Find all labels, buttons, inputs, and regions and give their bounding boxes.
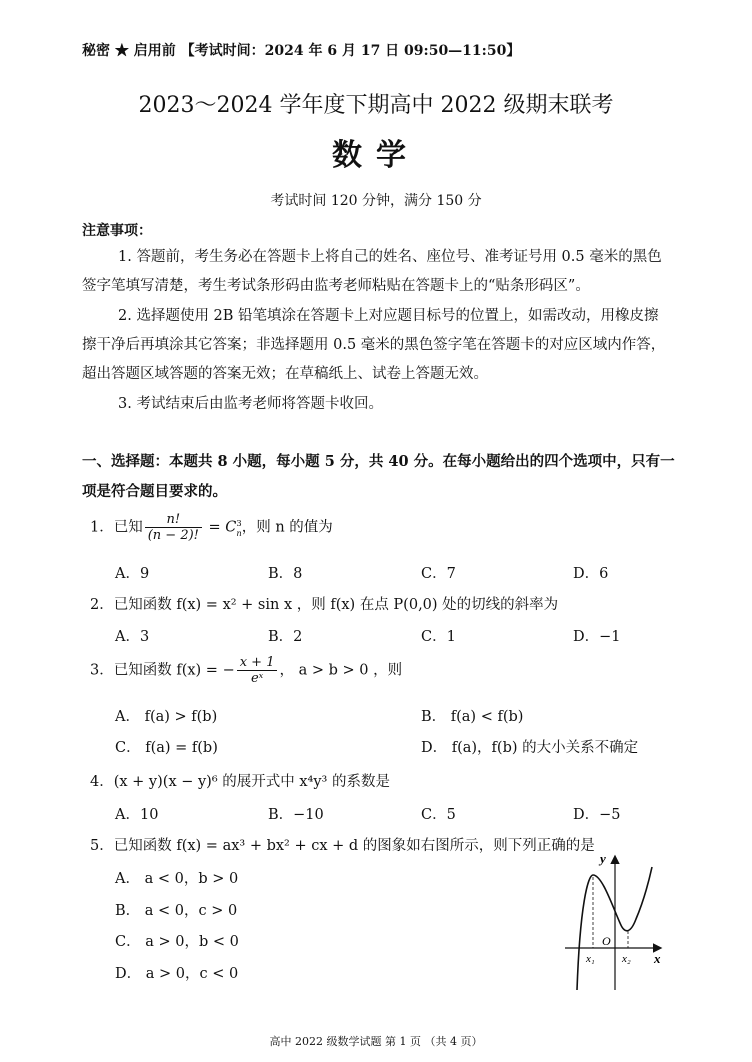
q2-option-c: C．1	[421, 629, 456, 645]
question-text: 已知	[113, 519, 143, 536]
equation-part: = C	[203, 519, 237, 536]
notice-heading: 注意事项：	[82, 223, 152, 239]
question-text: 已知函数 f(x) = −	[113, 662, 235, 679]
origin-label: O	[602, 934, 611, 948]
question-text: 已知函数 f(x) = x² + sin x ，则 f(x) 在点 P(0,0) 处的切线的斜率为	[113, 597, 559, 613]
exam-title: 2023～2024 学年度下期高中 2022 级期末联考	[138, 93, 614, 118]
q3-option-a: A． f(a) > f(b)	[115, 709, 218, 725]
question-text-tail: ，则 n 的值为	[241, 519, 333, 536]
question-1	[90, 512, 333, 543]
q5-option-c: C． a > 0，b < 0	[115, 934, 239, 950]
superscript: 3	[236, 517, 242, 528]
question-5	[90, 834, 595, 855]
fraction-denominator: (n − 2)!	[147, 528, 199, 543]
q3-option-c: C． f(a) = f(b)	[115, 740, 218, 756]
question-number: 4．	[90, 774, 114, 790]
x1-label: x₁	[586, 953, 595, 965]
section-1-heading: 一、选择题：本题共 8 小题，每小题 5 分，共 40 分。在每小题给出的四个选项中，只有一项是符合题目要求的。	[82, 453, 675, 500]
q1-option-b: B．8	[268, 566, 303, 582]
fraction	[237, 655, 278, 686]
subject-title: 数学	[332, 138, 420, 173]
y-axis-label: y	[600, 851, 606, 866]
q1-option-d: D．6	[573, 566, 609, 582]
exam-secret-header: 秘密 ★ 启用前 【考试时间：2024 年 6 月 17 日 09:50—11:50】	[82, 43, 521, 59]
fraction	[145, 512, 202, 543]
x-axis-label: x	[654, 951, 661, 966]
fraction-numerator: n!	[145, 512, 202, 528]
fraction-numerator: x + 1	[237, 655, 278, 671]
question-text: 已知函数 f(x) = ax³ + bx² + cx + d 的图象如右图所示，则下列正确的是	[113, 838, 595, 854]
question-number: 3．	[90, 662, 114, 679]
question-2	[90, 593, 558, 614]
q4-option-d: D．−5	[573, 807, 621, 823]
notice-item-3: 3. 考试结束后由监考老师将答题卡收回。	[118, 396, 383, 412]
q2-option-a: A．3	[115, 629, 150, 645]
q2-option-b: B．2	[268, 629, 303, 645]
q4-option-c: C．5	[421, 807, 456, 823]
exam-time-info: 考试时间 120 分钟，满分 150 分	[270, 193, 482, 209]
page-footer: 高中 2022 级数学试题 第 1 页 （共 4 页）	[269, 1035, 483, 1048]
question-number: 1．	[90, 519, 114, 536]
question-text: (x + y)(x − y)⁶ 的展开式中 x⁴y³ 的系数是	[113, 774, 390, 790]
question-number: 5．	[90, 838, 114, 854]
notice-item-1: 1. 答题前，考生务必在答题卡上将自己的姓名、座位号、准考证号用 0.5 毫米的黑色签字笔填写清楚，考生考试条形码由监考老师粘贴在答题卡上的“贴条形码区”。	[82, 249, 662, 294]
question-4	[90, 770, 390, 791]
notice-item-2: 2. 选择题使用 2B 铅笔填涂在答题卡上对应题目标号的位置上，如需改动，用橡皮擦擦干净后再填涂其它答案；非选择题用 0.5 毫米的黑色签字笔在答题卡的对应区域内作答，超出答题区域答题的答案无效；在草稿纸上、试卷上答题无效。	[82, 308, 666, 382]
q1-option-a: A．9	[115, 566, 150, 582]
question-number: 2．	[90, 597, 114, 613]
x2-label: x₂	[622, 953, 631, 965]
fraction-denominator: eˣ	[250, 671, 264, 686]
q3-option-d: D． f(a)，f(b) 的大小关系不确定	[421, 740, 639, 756]
q5-option-d: D． a > 0，c < 0	[115, 966, 239, 982]
q4-option-a: A．10	[115, 807, 159, 823]
subscript: n	[236, 527, 242, 538]
question-text-tail: ， a > b > 0 ，则	[279, 662, 403, 679]
q5-option-b: B． a < 0，c > 0	[115, 903, 238, 919]
q5-option-a: A． a < 0，b > 0	[115, 871, 239, 887]
question-3	[90, 655, 402, 686]
q1-option-c: C．7	[421, 566, 456, 582]
q4-option-b: B．−10	[268, 807, 324, 823]
q3-option-b: B． f(a) < f(b)	[421, 709, 524, 725]
cubic-function-graph	[560, 845, 680, 995]
q2-option-d: D．−1	[573, 629, 621, 645]
